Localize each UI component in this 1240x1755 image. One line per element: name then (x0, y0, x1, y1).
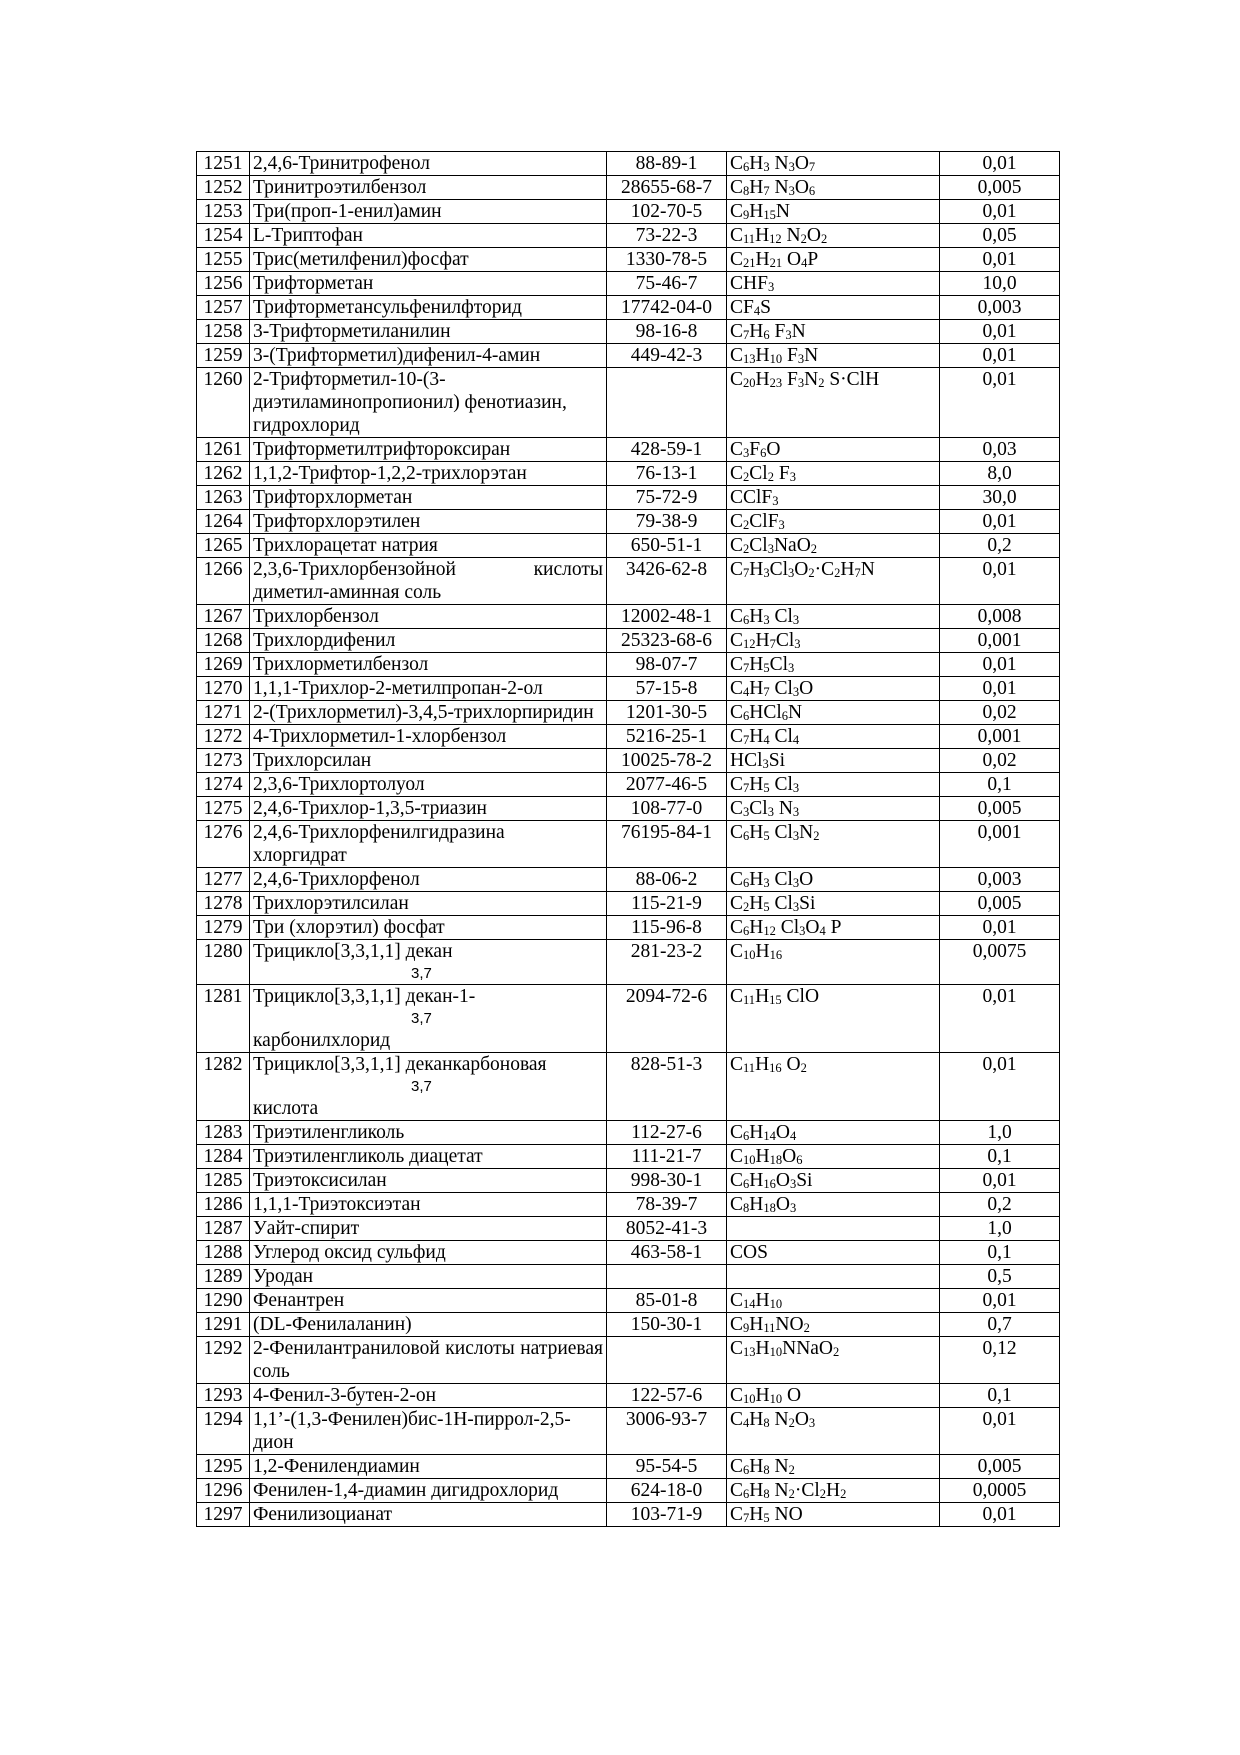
chemical-formula: $C_{10}H_{16}$ (727, 940, 940, 985)
limit-value: 0,003 (940, 868, 1060, 892)
table-row (197, 272, 1060, 296)
substance-name: Уродан (250, 1265, 607, 1289)
chemical-formula: $C_7H_6$ $F_3N$ (727, 320, 940, 344)
chemical-formula: $C_{10}H_{10}$ O (727, 1384, 940, 1408)
limit-value: 0,001 (940, 629, 1060, 653)
row-number: 1255 (197, 248, 250, 272)
row-number: 1254 (197, 224, 250, 248)
cas-number: 2094-72-6 (607, 985, 727, 1053)
row-number: 1251 (197, 152, 250, 176)
cas-number (607, 1265, 727, 1289)
table-row (197, 558, 1060, 605)
table-row (197, 985, 1060, 1053)
row-number: 1291 (197, 1313, 250, 1337)
table-row (197, 368, 1060, 438)
table-row (197, 821, 1060, 868)
chemical-formula: $C_{20}H_{23}$ $F_3N_2$ S·ClH (727, 368, 940, 438)
substance-name-subscript: 3,7 (411, 1010, 432, 1027)
row-number: 1295 (197, 1455, 250, 1479)
limit-value: 0,005 (940, 892, 1060, 916)
limit-value: 0,0005 (940, 1479, 1060, 1503)
table-row (197, 296, 1060, 320)
row-number: 1286 (197, 1193, 250, 1217)
cas-number: 111-21-7 (607, 1145, 727, 1169)
cas-number: 88-89-1 (607, 152, 727, 176)
table-row (197, 224, 1060, 248)
limit-value: 0,12 (940, 1337, 1060, 1384)
chemical-formula: $C_6H_3$ $Cl_3$ (727, 605, 940, 629)
limit-value: 1,0 (940, 1217, 1060, 1241)
cas-number: 624-18-0 (607, 1479, 727, 1503)
table-row (197, 1145, 1060, 1169)
substance-name: 1,1’-(1,3-Фенилен)бис-1Н-пиррол-2,5-дион (250, 1408, 607, 1455)
row-number: 1293 (197, 1384, 250, 1408)
limit-value: 0,01 (940, 200, 1060, 224)
chemical-formula: $C_6H_8$ $N_2\cdot Cl_2H_2$ (727, 1479, 940, 1503)
cas-number: 98-16-8 (607, 320, 727, 344)
row-number: 1275 (197, 797, 250, 821)
chemical-formula: $C_2H_5$ $Cl_3Si$ (727, 892, 940, 916)
chemical-formula: $C_9H_{11}NO_2$ (727, 1313, 940, 1337)
row-number: 1288 (197, 1241, 250, 1265)
cas-number: 449-42-3 (607, 344, 727, 368)
substance-name: 4-Трихлорметил-1-хлорбензол (250, 725, 607, 749)
cas-number: 85-01-8 (607, 1289, 727, 1313)
row-number: 1268 (197, 629, 250, 653)
row-number: 1280 (197, 940, 250, 985)
table-row (197, 344, 1060, 368)
cas-number: 25323-68-6 (607, 629, 727, 653)
table-row (197, 797, 1060, 821)
row-number: 1279 (197, 916, 250, 940)
cas-number: 28655-68-7 (607, 176, 727, 200)
cas-number: 115-21-9 (607, 892, 727, 916)
substance-name: 1,1,1-Триэтоксиэтан (250, 1193, 607, 1217)
table-row (197, 1455, 1060, 1479)
chemical-formula: COS (727, 1241, 940, 1265)
cas-number (607, 368, 727, 438)
row-number: 1282 (197, 1053, 250, 1121)
chemical-formula: $C_{14}H_{10}$ (727, 1289, 940, 1313)
substance-name: Триэтоксисилан (250, 1169, 607, 1193)
limit-value: 0,01 (940, 985, 1060, 1053)
chemical-formula: $C_7H_4$ $Cl_4$ (727, 725, 940, 749)
cas-number: 428-59-1 (607, 438, 727, 462)
chemical-formula: $C_7H_3Cl_3O_2\cdot C_2H_7N$ (727, 558, 940, 605)
substance-name: 2,4,6-Тринитрофенол (250, 152, 607, 176)
chemical-formula: $C_7H_5Cl_3$ (727, 653, 940, 677)
table-row (197, 1169, 1060, 1193)
table-row (197, 940, 1060, 985)
cas-number: 1201-30-5 (607, 701, 727, 725)
limit-value: 0,01 (940, 677, 1060, 701)
substance-name: Тринитроэтилбензол (250, 176, 607, 200)
chemical-formula: $C_6H_{16}O_3Si$ (727, 1169, 940, 1193)
substance-name: 2,3,6-Трихлортолуол (250, 773, 607, 797)
chemical-formula: $C_{11}H_{16}$ $O_2$ (727, 1053, 940, 1121)
row-number: 1269 (197, 653, 250, 677)
limit-value: 1,0 (940, 1121, 1060, 1145)
substance-name: 1,2-Фенилендиамин (250, 1455, 607, 1479)
chemical-formula: CClF$_3$ (727, 486, 940, 510)
substance-name: L-Триптофан (250, 224, 607, 248)
row-number: 1264 (197, 510, 250, 534)
limit-value: 0,005 (940, 176, 1060, 200)
row-number: 1297 (197, 1503, 250, 1527)
substance-name-continuation: карбонилхлорид (253, 1030, 391, 1051)
chemical-formula (727, 1265, 940, 1289)
chemical-formula: $C_7H_5$ NO (727, 1503, 940, 1527)
limit-value: 0,1 (940, 1241, 1060, 1265)
substance-name: Трифторхлорэтилен (250, 510, 607, 534)
cas-number: 88-06-2 (607, 868, 727, 892)
row-number: 1252 (197, 176, 250, 200)
cas-number: 12002-48-1 (607, 605, 727, 629)
table-row (197, 892, 1060, 916)
limit-value: 0,01 (940, 1169, 1060, 1193)
substances-table (196, 151, 1060, 1527)
limit-value: 0,2 (940, 534, 1060, 558)
cas-number: 79-38-9 (607, 510, 727, 534)
table-row (197, 152, 1060, 176)
limit-value: 0,01 (940, 916, 1060, 940)
row-number: 1271 (197, 701, 250, 725)
chemical-formula: $C_6H_8$ $N_2$ (727, 1455, 940, 1479)
row-number: 1273 (197, 749, 250, 773)
cas-number: 95-54-5 (607, 1455, 727, 1479)
chemical-formula: HCl$_3$Si (727, 749, 940, 773)
chemical-formula: $C_{11}H_{12}$ $N_2O_2$ (727, 224, 940, 248)
substance-name: (DL-Фенилаланин) (250, 1313, 607, 1337)
chemical-formula: $C_2Cl_2$ $F_3$ (727, 462, 940, 486)
table-row (197, 1265, 1060, 1289)
cas-number: 650-51-1 (607, 534, 727, 558)
substance-name: 1,1,1-Трихлор-2-метилпропан-2-ол (250, 677, 607, 701)
substance-name: Трифторметан (250, 272, 607, 296)
limit-value: 0,01 (940, 248, 1060, 272)
limit-value: 0,003 (940, 296, 1060, 320)
limit-value: 0,01 (940, 510, 1060, 534)
chemical-formula: $C_6H_{14}O_4$ (727, 1121, 940, 1145)
table-row (197, 653, 1060, 677)
substance-name: Трихлорбензол (250, 605, 607, 629)
substance-name (250, 985, 607, 1053)
substance-name: Три(проп-1-енил)амин (250, 200, 607, 224)
table-row (197, 176, 1060, 200)
substance-name: Уайт-спирит (250, 1217, 607, 1241)
cas-number: 78-39-7 (607, 1193, 727, 1217)
cas-number: 103-71-9 (607, 1503, 727, 1527)
cas-number (607, 1337, 727, 1384)
cas-number: 115-96-8 (607, 916, 727, 940)
cas-number: 10025-78-2 (607, 749, 727, 773)
row-number: 1261 (197, 438, 250, 462)
table-row (197, 749, 1060, 773)
row-number: 1284 (197, 1145, 250, 1169)
cas-number: 108-77-0 (607, 797, 727, 821)
chemical-formula: $C_4H_8$ $N_2O_3$ (727, 1408, 940, 1455)
table-row (197, 916, 1060, 940)
limit-value: 0,01 (940, 558, 1060, 605)
limit-value: 0,01 (940, 1053, 1060, 1121)
cas-number: 5216-25-1 (607, 725, 727, 749)
table-row (197, 248, 1060, 272)
limit-value: 0,008 (940, 605, 1060, 629)
table-row (197, 1217, 1060, 1241)
chemical-formula: $C_6H_3$ $Cl_3O$ (727, 868, 940, 892)
limit-value: 0,1 (940, 1145, 1060, 1169)
chemical-formula: $C_8H_7$ $N_3O_6$ (727, 176, 940, 200)
table-row (197, 486, 1060, 510)
substance-name: 2,4,6-Трихлорфенилгидразина хлоргидрат (250, 821, 607, 868)
limit-value: 0,02 (940, 749, 1060, 773)
cas-number: 2077-46-5 (607, 773, 727, 797)
limit-value: 0,001 (940, 821, 1060, 868)
row-number: 1259 (197, 344, 250, 368)
substance-name: 2,4,6-Трихлор-1,3,5-триазин (250, 797, 607, 821)
cas-number: 76-13-1 (607, 462, 727, 486)
row-number: 1283 (197, 1121, 250, 1145)
limit-value: 8,0 (940, 462, 1060, 486)
chemical-formula: $C_3Cl_3$ $N_3$ (727, 797, 940, 821)
substance-name (250, 940, 607, 985)
limit-value: 0,01 (940, 1503, 1060, 1527)
table-row (197, 1479, 1060, 1503)
row-number: 1290 (197, 1289, 250, 1313)
row-number: 1276 (197, 821, 250, 868)
substance-name: 3-(Трифторметил)дифенил-4-амин (250, 344, 607, 368)
cas-number: 828-51-3 (607, 1053, 727, 1121)
limit-value: 0,01 (940, 653, 1060, 677)
substance-name-text: Трицикло[3,3,1,1] декан-1- (253, 986, 476, 1007)
chemical-formula: $C_2Cl_3NaO_2$ (727, 534, 940, 558)
chemical-formula: $C_7H_5$ $Cl_3$ (727, 773, 940, 797)
table-row (197, 701, 1060, 725)
cas-number: 150-30-1 (607, 1313, 727, 1337)
cas-number: 112-27-6 (607, 1121, 727, 1145)
table-row (197, 320, 1060, 344)
table-row (197, 1121, 1060, 1145)
table-row (197, 462, 1060, 486)
limit-value: 30,0 (940, 486, 1060, 510)
cas-number: 98-07-7 (607, 653, 727, 677)
limit-value: 0,01 (940, 344, 1060, 368)
row-number: 1285 (197, 1169, 250, 1193)
row-number: 1281 (197, 985, 250, 1053)
substance-name: 4-Фенил-3-бутен-2-он (250, 1384, 607, 1408)
limit-value: 0,005 (940, 797, 1060, 821)
row-number: 1258 (197, 320, 250, 344)
table-row (197, 1313, 1060, 1337)
limit-value: 0,01 (940, 152, 1060, 176)
substance-name: Трихлорметилбензол (250, 653, 607, 677)
cas-number: 463-58-1 (607, 1241, 727, 1265)
limit-value: 0,05 (940, 224, 1060, 248)
substance-name: Фенилен-1,4-диамин дигидрохлорид (250, 1479, 607, 1503)
limit-value: 0,2 (940, 1193, 1060, 1217)
row-number: 1289 (197, 1265, 250, 1289)
substance-name: 2-Трифторметил-10-(3-диэтиламинопропионил) фенотиазин, гидрохлорид (250, 368, 607, 438)
table-row (197, 1384, 1060, 1408)
chemical-formula: $C_6H_5$ $Cl_3N_2$ (727, 821, 940, 868)
chemical-formula: $C_8H_{18}O_3$ (727, 1193, 940, 1217)
table-row (197, 1289, 1060, 1313)
limit-value: 0,03 (940, 438, 1060, 462)
row-number: 1260 (197, 368, 250, 438)
substance-name: Трифторметилтрифтороксиран (250, 438, 607, 462)
substance-name-subscript: 3,7 (411, 1078, 432, 1095)
cas-number: 8052-41-3 (607, 1217, 727, 1241)
substance-name: 2,3,6-Трихлорбензойной кислоты диметил-аминная соль (250, 558, 607, 605)
row-number: 1277 (197, 868, 250, 892)
table-row (197, 200, 1060, 224)
substance-name-subscript: 3,7 (411, 965, 432, 982)
row-number: 1257 (197, 296, 250, 320)
row-number: 1262 (197, 462, 250, 486)
row-number: 1278 (197, 892, 250, 916)
table-row (197, 1503, 1060, 1527)
table-row (197, 534, 1060, 558)
limit-value: 0,7 (940, 1313, 1060, 1337)
chemical-formula: $C_{13}H_{10}NNaO_2$ (727, 1337, 940, 1384)
limit-value: 0,0075 (940, 940, 1060, 985)
cas-number: 3426-62-8 (607, 558, 727, 605)
chemical-formula: $C_9H_{15}N$ (727, 200, 940, 224)
table-row (197, 1337, 1060, 1384)
substance-name-text: Трицикло[3,3,1,1] декан (253, 941, 453, 962)
table-row (197, 725, 1060, 749)
cas-number: 76195-84-1 (607, 821, 727, 868)
row-number: 1274 (197, 773, 250, 797)
row-number: 1287 (197, 1217, 250, 1241)
substance-name: 1,1,2-Трифтор-1,2,2-трихлорэтан (250, 462, 607, 486)
chemical-formula: $C_{13}H_{10}$ $F_3N$ (727, 344, 940, 368)
cas-number: 122-57-6 (607, 1384, 727, 1408)
substance-name: Три (хлорэтил) фосфат (250, 916, 607, 940)
cas-number: 57-15-8 (607, 677, 727, 701)
table-row (197, 868, 1060, 892)
substance-name: 3-Трифторметиланилин (250, 320, 607, 344)
substance-name: 2,4,6-Трихлорфенол (250, 868, 607, 892)
chemical-formula: $C_{12}H_7Cl_3$ (727, 629, 940, 653)
substance-name: Трихлорацетат натрия (250, 534, 607, 558)
substance-name: Углерод оксид сульфид (250, 1241, 607, 1265)
substance-name: Трифторметансульфенилфторид (250, 296, 607, 320)
limit-value: 0,02 (940, 701, 1060, 725)
substance-name: Трихлорсилан (250, 749, 607, 773)
limit-value: 0,01 (940, 1289, 1060, 1313)
row-number: 1267 (197, 605, 250, 629)
row-number: 1266 (197, 558, 250, 605)
chemical-formula: $C_6H_3$ $N_3O_7$ (727, 152, 940, 176)
chemical-formula: $CHF_3$ (727, 272, 940, 296)
chemical-formula: $C_{21}H_{21}$ $O_4P$ (727, 248, 940, 272)
substance-name: Фенантрен (250, 1289, 607, 1313)
chemical-formula: $C_4H_7$ $Cl_3O$ (727, 677, 940, 701)
chemical-formula (727, 1217, 940, 1241)
substances-table-body (197, 152, 1060, 1527)
table-row (197, 1053, 1060, 1121)
limit-value: 0,001 (940, 725, 1060, 749)
row-number: 1294 (197, 1408, 250, 1455)
table-row (197, 629, 1060, 653)
row-number: 1272 (197, 725, 250, 749)
substance-name (250, 1053, 607, 1121)
chemical-formula: $C_6HCl_6N$ (727, 701, 940, 725)
substance-name: Трихлорэтилсилан (250, 892, 607, 916)
table-row (197, 773, 1060, 797)
limit-value: 10,0 (940, 272, 1060, 296)
limit-value: 0,1 (940, 1384, 1060, 1408)
substance-name: Триэтиленгликоль диацетат (250, 1145, 607, 1169)
limit-value: 0,01 (940, 368, 1060, 438)
row-number: 1292 (197, 1337, 250, 1384)
limit-value: 0,01 (940, 320, 1060, 344)
cas-number: 3006-93-7 (607, 1408, 727, 1455)
chemical-formula: $C_3F_6O$ (727, 438, 940, 462)
cas-number: 998-30-1 (607, 1169, 727, 1193)
substance-name: Триэтиленгликоль (250, 1121, 607, 1145)
table-row (197, 438, 1060, 462)
cas-number: 75-46-7 (607, 272, 727, 296)
table-row (197, 510, 1060, 534)
cas-number: 102-70-5 (607, 200, 727, 224)
table-row (197, 1241, 1060, 1265)
substance-name: 2-(Трихлорметил)-3,4,5-трихлорпиридин (250, 701, 607, 725)
chemical-formula: $C_6H_{12}$ $Cl_3O_4$ P (727, 916, 940, 940)
chemical-formula: $C_2ClF_3$ (727, 510, 940, 534)
cas-number: 75-72-9 (607, 486, 727, 510)
limit-value: 0,5 (940, 1265, 1060, 1289)
substance-name: Трис(метилфенил)фосфат (250, 248, 607, 272)
substance-name-continuation: кислота (253, 1098, 319, 1119)
substance-name: Трифторхлорметан (250, 486, 607, 510)
row-number: 1265 (197, 534, 250, 558)
limit-value: 0,1 (940, 773, 1060, 797)
limit-value: 0,01 (940, 1408, 1060, 1455)
cas-number: 1330-78-5 (607, 248, 727, 272)
row-number: 1270 (197, 677, 250, 701)
table-row (197, 1193, 1060, 1217)
chemical-formula: $C_{11}H_{15}$ ClO (727, 985, 940, 1053)
substance-name: Трихлордифенил (250, 629, 607, 653)
row-number: 1256 (197, 272, 250, 296)
substance-name-text: Трицикло[3,3,1,1] деканкарбоновая (253, 1054, 547, 1075)
cas-number: 17742-04-0 (607, 296, 727, 320)
substance-name: Фенилизоцианат (250, 1503, 607, 1527)
table-row (197, 677, 1060, 701)
chemical-formula: $C_{10}H_{18}O_6$ (727, 1145, 940, 1169)
table-row (197, 605, 1060, 629)
limit-value: 0,005 (940, 1455, 1060, 1479)
cas-number: 73-22-3 (607, 224, 727, 248)
row-number: 1263 (197, 486, 250, 510)
substance-name: 2-Фенилантраниловой кислоты натриевая соль (250, 1337, 607, 1384)
chemical-formula: $CF_4S$ (727, 296, 940, 320)
table-row (197, 1408, 1060, 1455)
cas-number: 281-23-2 (607, 940, 727, 985)
row-number: 1253 (197, 200, 250, 224)
row-number: 1296 (197, 1479, 250, 1503)
